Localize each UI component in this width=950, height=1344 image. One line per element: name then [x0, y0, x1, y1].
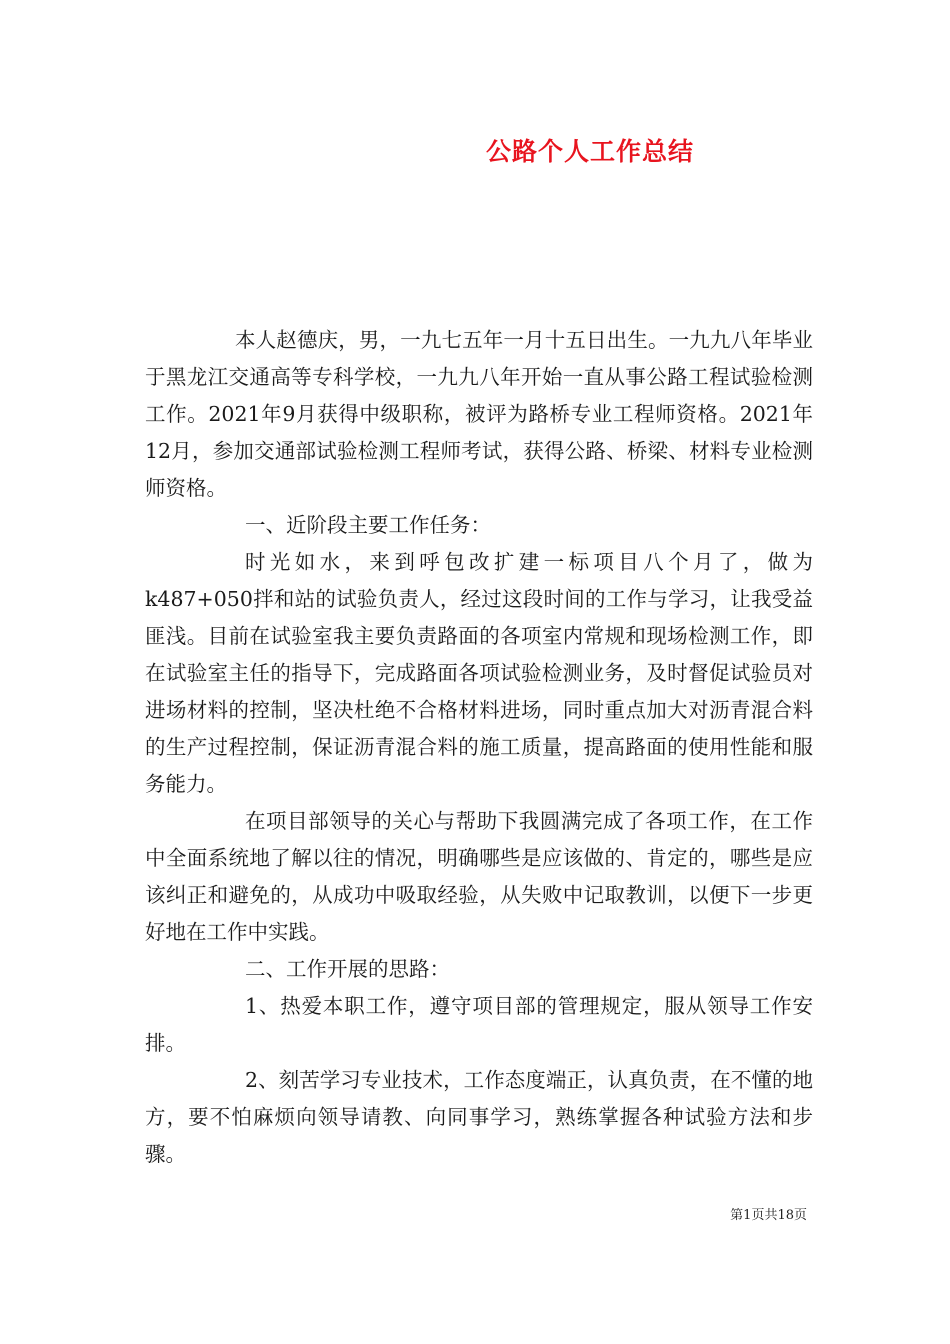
section-heading-2: 二、工作开展的思路： [245, 957, 450, 981]
document-title: 公路个人工作总结 [485, 137, 694, 166]
paragraph-intro: 本人赵德庆，男，一九七五年一月十五日出生。一九九八年毕业于黑龙江交通高等专科学校，一九九八年开始一直从事公路工程试验检测工作。2021年9月获得中级职称，被评为路桥专业工程师资格。2021年12月，参加交通部试验检测工程师考试，获得公路、桥梁、材料专业检测师资格。 [145, 328, 813, 500]
paragraph-item-1: 1、热爱本职工作，遵守项目部的管理规定，服从领导工作安排。 [145, 994, 813, 1055]
page-number-footer: 第1页共18页 [730, 1208, 807, 1223]
paragraph-item-2: 2、刻苦学习专业技术，工作态度端正，认真负责，在不懂的地方，要不怕麻烦向领导请教、向同事学习，熟练掌握各种试验方法和步骤。 [145, 1068, 813, 1166]
section-heading-1: 一、近阶段主要工作任务： [245, 513, 491, 537]
title-area [0, 0, 950, 200]
paragraph-work-tasks: 时光如水，来到呼包改扩建一标项目八个月了，做为k487+050拌和站的试验负责人，经过这段时间的工作与学习，让我受益匪浅。目前在试验室我主要负责路面的各项室内常规和现场检测工作，即在试验室主任的指导下，完成路面各项试验检测业务，及时督促试验员对进场材料的控制，坚决杜绝不合格材料进场，同时重点加大对沥青混合料的生产过程控制，保证沥青混合料的施工质量，提高路面的使用性能和服务能力。 [145, 550, 813, 796]
document-body [145, 322, 813, 1173]
paragraph-achievements: 在项目部领导的关心与帮助下我圆满完成了各项工作，在工作中全面系统地了解以往的情况，明确哪些是应该做的、肯定的，哪些是应该纠正和避免的，从成功中吸取经验，从失败中记取教训，以便下一步更好地在工作中实践。 [145, 809, 813, 944]
